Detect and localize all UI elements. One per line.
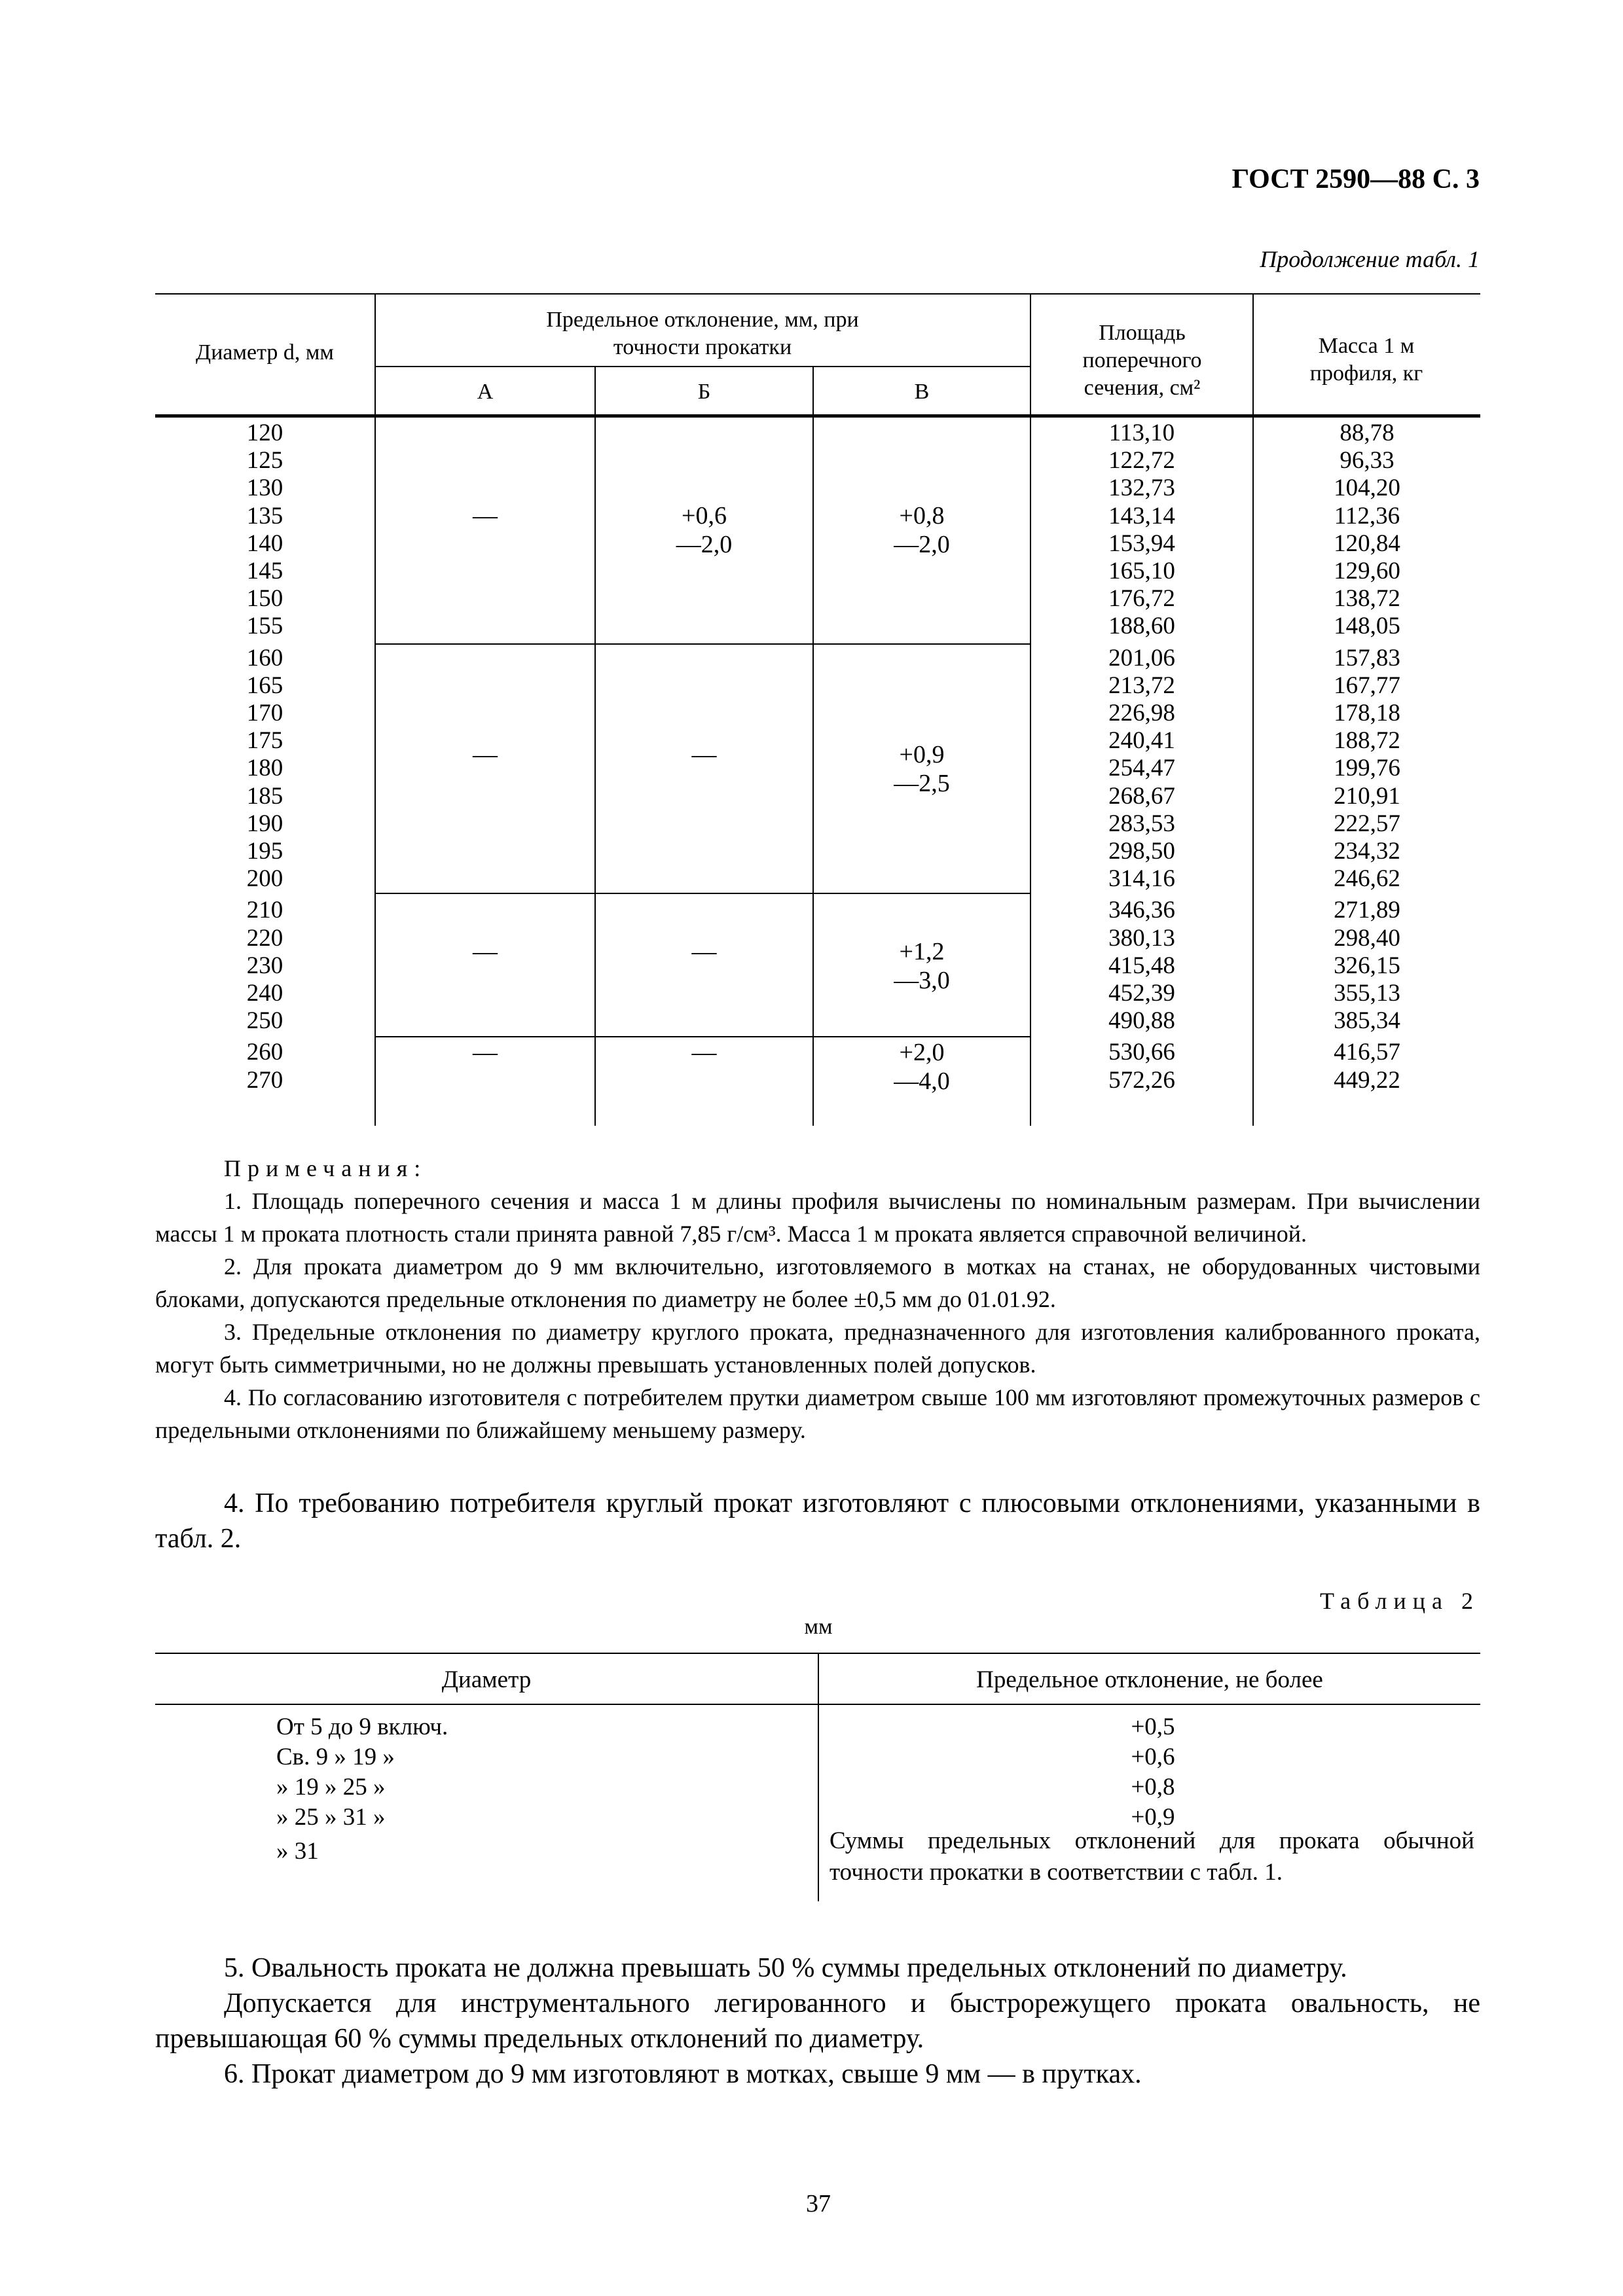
row-mass: 188,72 [1334, 727, 1400, 755]
row-diameter-range: Св. 9 » 19 » [276, 1744, 395, 1770]
row-mass: 88,78 [1340, 420, 1395, 446]
row-diameter-range: » 19 » 25 » [276, 1774, 386, 1801]
note-1: 1. Площадь поперечного сечения и масса 1 м длины профиля вычислены по номинальным размерам. При вычислении массы 1 м проката плотность стали принята равной 7,85 г/см³. Масса 1 м проката является справочной величиной. [155, 1188, 1480, 1247]
header-deviation: Предельное отклонение, мм, при точности прокатки [546, 308, 859, 359]
deviation-b-cell [596, 1038, 812, 1067]
deviation-v-cell-value: —2,0 [894, 530, 950, 558]
deviation-a-cell: — [473, 740, 498, 768]
row-diameter: 165 [246, 672, 283, 699]
row-diameter: 125 [246, 447, 283, 475]
row-diameter: 150 [246, 585, 283, 613]
row-mass: 449,22 [1334, 1066, 1400, 1094]
row-area: 165,10 [1108, 558, 1175, 584]
row-diameter: 155 [246, 613, 283, 640]
row-area: 113,10 [1108, 420, 1175, 446]
notes-title: Примечания: [224, 1155, 428, 1181]
header-deviation: Предельное отклонение, не более [976, 1666, 1323, 1693]
row-area: 143,14 [1108, 502, 1175, 529]
table-2-unit: мм [804, 1615, 833, 1639]
header-bottom-rule [155, 414, 1480, 418]
row-mass: 178,18 [1334, 700, 1400, 726]
row-diameter: 145 [246, 558, 283, 584]
row-area: 490,88 [1108, 1007, 1175, 1035]
row-deviation: +0,8 [1131, 1774, 1175, 1801]
row-mass: 167,77 [1334, 672, 1400, 699]
row-area: 188,60 [1108, 613, 1175, 640]
deviation-b-cell-value: — [691, 1038, 717, 1066]
row-diameter: 230 [246, 952, 283, 979]
deviation-b-cell-value: —2,0 [676, 530, 733, 558]
row-area: 530,66 [1108, 1039, 1175, 1066]
table-1 [155, 293, 1480, 1126]
row-area: 176,72 [1108, 585, 1175, 613]
document-header: ГОСТ 2590—88 С. 3 [1231, 164, 1480, 194]
row-diameter: 195 [246, 838, 283, 865]
table-2 [155, 1653, 1480, 1901]
row-diameter: 240 [246, 980, 283, 1007]
group-rule [375, 643, 1030, 645]
row-area: 226,98 [1108, 700, 1175, 726]
deviation-v-cell [814, 1038, 1030, 1096]
row-mass: 234,32 [1334, 838, 1400, 865]
row-diameter: 170 [246, 700, 283, 726]
row-diameter-range: » 25 » 31 » [276, 1804, 386, 1831]
row-area: 380,13 [1108, 924, 1175, 952]
row-mass: 199,76 [1334, 755, 1400, 782]
row-deviation: +0,5 [1131, 1713, 1175, 1740]
row-diameter: 135 [246, 502, 283, 529]
row-area: 122,72 [1108, 447, 1175, 475]
deviation-v-cell-value: +0,8 [899, 501, 945, 529]
deviation-v-cell [814, 740, 1030, 798]
row-mass: 271,89 [1334, 897, 1400, 924]
header-diameter: Диаметр [441, 1666, 532, 1693]
row-mass: 222,57 [1334, 810, 1400, 837]
row-diameter-range: От 5 до 9 включ. [276, 1713, 448, 1740]
deviation-v-cell-value: +2,0 [899, 1038, 945, 1066]
row-area: 268,67 [1108, 782, 1175, 810]
table-top-rule [155, 293, 1480, 295]
row-diameter: 260 [246, 1039, 283, 1066]
deviation-b-cell [596, 937, 812, 966]
row-area: 283,53 [1108, 810, 1175, 837]
deviation-b-cell [596, 740, 812, 769]
row-mass: 129,60 [1334, 558, 1400, 584]
row-mass: 416,57 [1334, 1039, 1400, 1066]
row-area: 314,16 [1108, 865, 1175, 893]
deviation-b-cell [596, 501, 812, 559]
deviation-a-cell: — [473, 1038, 498, 1066]
row-area: 346,36 [1108, 897, 1175, 924]
row-mass: 112,36 [1334, 502, 1400, 529]
row-diameter: 270 [246, 1066, 283, 1094]
deviation-b-cell-value: — [691, 740, 717, 768]
row-deviation: Суммы предельных отклонений для проката обычной точности прокатки в соответствии с табл. 1. [830, 1827, 1474, 1886]
header-mass: Масса 1 м профиля, кг [1309, 334, 1423, 386]
note-3: 3. Предельные отклонения по диаметру круглого проката, предназначенного для изготовления калиброванного проката, могут быть симметричными, но не должны превышать установленных полей допусков. [155, 1319, 1480, 1378]
row-diameter: 200 [246, 865, 283, 893]
row-diameter: 175 [246, 727, 283, 755]
deviation-v-cell-value: +1,2 [899, 937, 945, 965]
header-accuracy-v: В [914, 380, 930, 404]
deviation-v-cell-value: —2,5 [894, 769, 950, 797]
row-mass: 385,34 [1334, 1007, 1400, 1035]
row-diameter: 220 [246, 924, 283, 952]
note-4: 4. По согласованию изготовителя с потребителем прутки диаметром свыше 100 мм изготовляют промежуточных размеров с предельными отклонениями по ближайшему меньшему размеру. [155, 1384, 1480, 1443]
deviation-v-cell-value: +0,9 [899, 740, 945, 768]
row-area: 240,41 [1108, 727, 1175, 755]
notes-section [155, 1152, 1480, 1446]
deviation-b-cell-value: — [691, 937, 717, 965]
header-accuracy-a: А [477, 380, 494, 404]
row-area: 153,94 [1108, 529, 1175, 557]
row-diameter: 210 [246, 897, 283, 924]
header-sub-rule [375, 366, 1030, 367]
row-mass: 246,62 [1334, 865, 1400, 893]
row-mass: 96,33 [1340, 447, 1395, 475]
row-area: 254,47 [1108, 755, 1175, 782]
row-deviation: +0,6 [1131, 1744, 1175, 1770]
deviation-v-cell-value: —4,0 [894, 1067, 950, 1095]
deviation-v-cell-value: —3,0 [894, 966, 950, 994]
row-area: 572,26 [1108, 1066, 1175, 1094]
row-diameter: 185 [246, 782, 283, 810]
row-mass: 210,91 [1334, 782, 1400, 810]
row-diameter-range: » 31 [276, 1838, 319, 1865]
header-diameter: Диаметр d, мм [196, 340, 334, 365]
deviation-b-cell-value: +0,6 [682, 501, 727, 529]
header-accuracy-b: Б [697, 380, 711, 404]
deviation-v-cell [814, 937, 1030, 995]
row-deviation: +0,9 [1131, 1804, 1175, 1831]
row-area: 452,39 [1108, 980, 1175, 1007]
row-area: 132,73 [1108, 475, 1175, 502]
deviation-v-cell [814, 501, 1030, 559]
table-continuation-label: Продолжение табл. 1 [1260, 246, 1480, 272]
table-2-caption: Таблица 2 [1320, 1588, 1480, 1614]
row-mass: 355,13 [1334, 980, 1400, 1007]
row-diameter: 190 [246, 810, 283, 837]
row-diameter: 140 [246, 529, 283, 557]
row-mass: 148,05 [1334, 613, 1400, 640]
row-area: 298,50 [1108, 838, 1175, 865]
row-area: 213,72 [1108, 672, 1175, 699]
paragraph-4: 4. По требованию потребителя круглый прокат изготовляют с плюсовыми отклонениями, указанными в табл. 2. [155, 1488, 1480, 1554]
row-area: 201,06 [1108, 644, 1175, 672]
group-rule [375, 893, 1030, 894]
row-diameter: 120 [246, 420, 283, 446]
page-number: 37 [806, 2190, 831, 2217]
column-rule [374, 293, 376, 1126]
paragraph-5: 5. Овальность проката не должна превышать 50 % суммы предельных отклонений по диаметру. Допускается для инструментального легированного и быстрорежущего проката овальность, не превышающая 60 % суммы предельных отклонений по диаметру. 6. Прокат диаметром до 9 мм изготовляют в мотках, свыше 9 мм — в прутках. [155, 1953, 1480, 2089]
deviation-a-cell: — [473, 501, 498, 529]
row-diameter: 160 [246, 644, 283, 672]
row-diameter: 250 [246, 1007, 283, 1035]
row-mass: 138,72 [1334, 585, 1400, 613]
row-mass: 157,83 [1334, 644, 1400, 672]
row-diameter: 130 [246, 475, 283, 502]
row-area: 415,48 [1108, 952, 1175, 979]
row-mass: 298,40 [1334, 924, 1400, 952]
deviation-a-cell: — [473, 937, 498, 965]
row-mass: 104,20 [1334, 475, 1400, 502]
row-diameter: 180 [246, 755, 283, 782]
row-mass: 120,84 [1334, 529, 1400, 557]
header-area: Площадь поперечного сечения, см² [1082, 321, 1202, 400]
row-mass: 326,15 [1334, 952, 1400, 979]
note-2: 2. Для проката диаметром до 9 мм включительно, изготовляемого в мотках на станах, не оборудованных чистовыми блоками, допускаются предельные отклонения по диаметру не более ±0,5 мм до 01.01.92. [155, 1253, 1480, 1312]
